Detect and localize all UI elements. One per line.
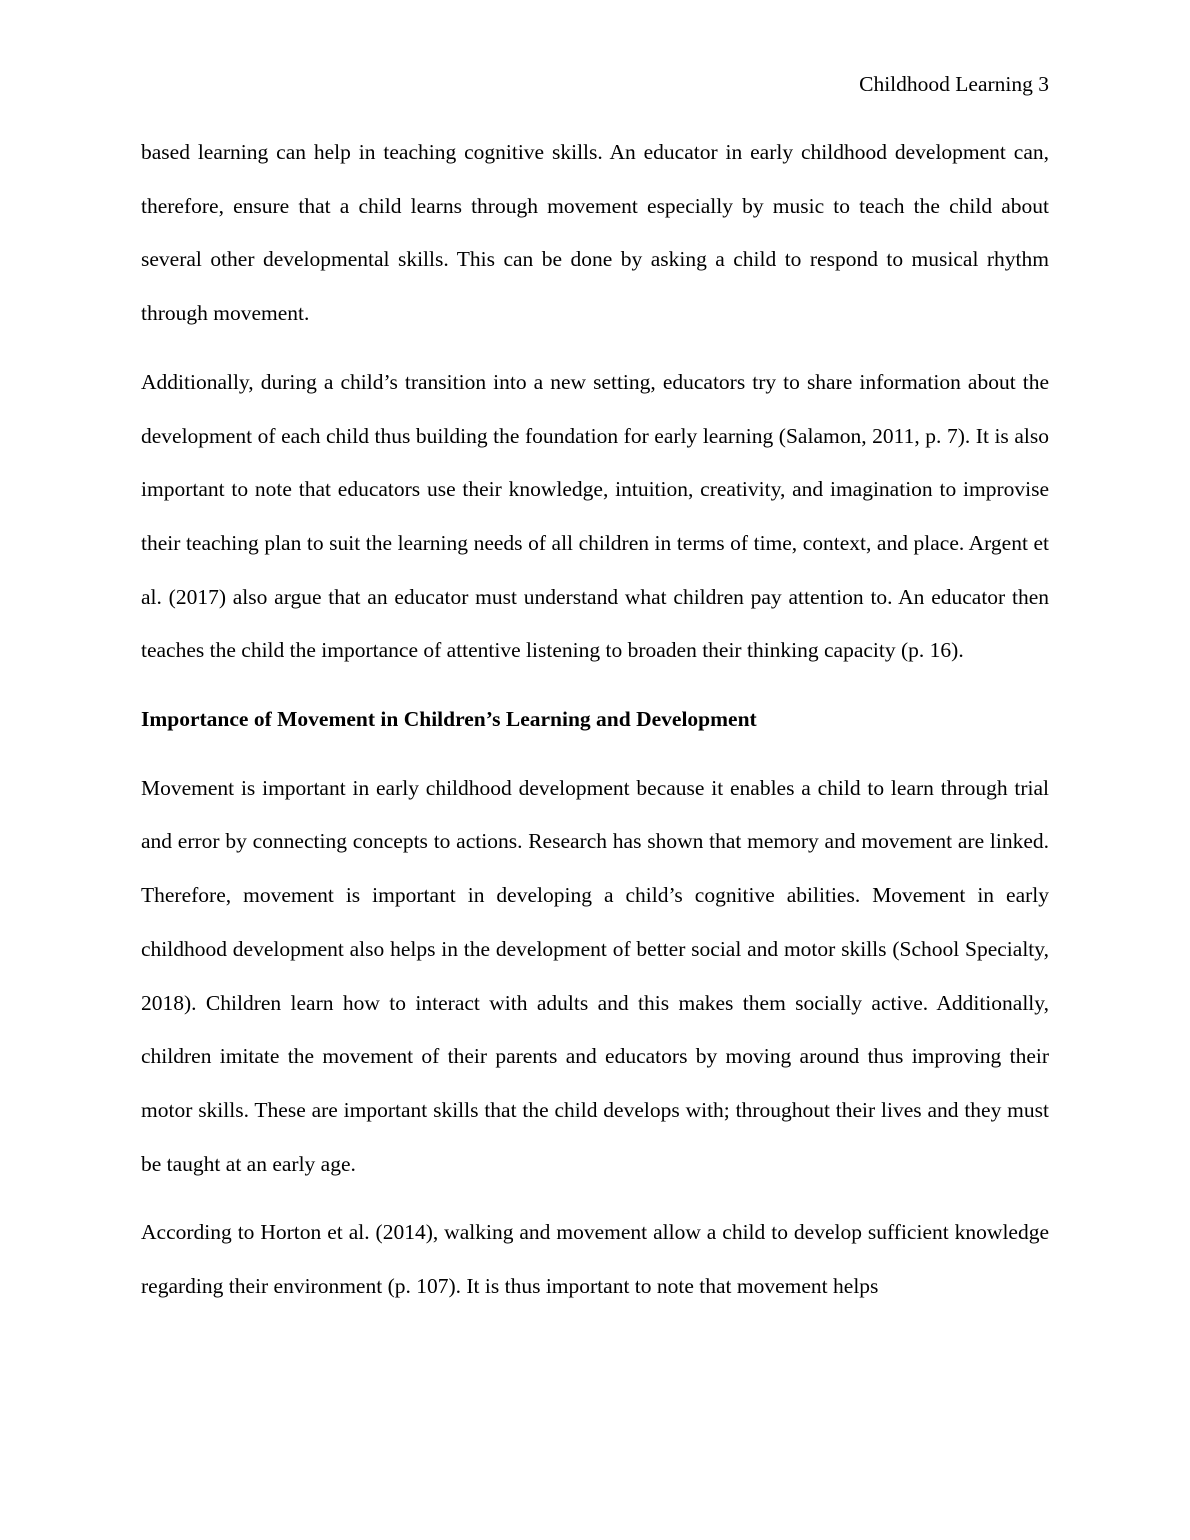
paragraph-1: based learning can help in teaching cognitive skills. An educator in early childhood development can, therefore, ensure that a child learns through movement especially by music to teach the child about several other developmental skills. This can be done by asking a child to respond to musical rhythm through movement. [141,140,1049,326]
running-head: Childhood Learning 3 [859,72,1049,96]
paragraph-4: According to Horton et al. (2014), walking and movement allow a child to develop sufficient knowledge regarding their environment (p. 107). It is thus important to note that movement helps [141,1220,1049,1299]
section-heading: Importance of Movement in Children’s Learning and Development [141,707,757,732]
paragraph-2: Additionally, during a child’s transition into a new setting, educators try to share information about the development of each child thus building the foundation for early learning (Salamon, 2011, p. 7). It is also important to note that educators use their knowledge, intuition, creativity, and imagination to improvise their teaching plan to suit the learning needs of all children in terms of time, context, and place. Argent et al. (2017) also argue that an educator must understand what children pay attention to. An educator then teaches the child the importance of attentive listening to broaden their thinking capacity (p. 16). [141,369,1049,663]
document-body [141,126,1049,1314]
paragraph-3: Movement is important in early childhood development because it enables a child to learn through trial and error by connecting concepts to actions. Research has shown that memory and movement are linked. Therefore, movement is important in developing a child’s cognitive abilities. Movement in early childhood development also helps in the development of better social and motor skills (School Specialty, 2018). Children learn how to interact with adults and this makes them socially active. Additionally, children imitate the movement of their parents and educators by moving around thus improving their motor skills. These are important skills that the child develops with; throughout their lives and they must be taught at an early age. [141,775,1049,1176]
